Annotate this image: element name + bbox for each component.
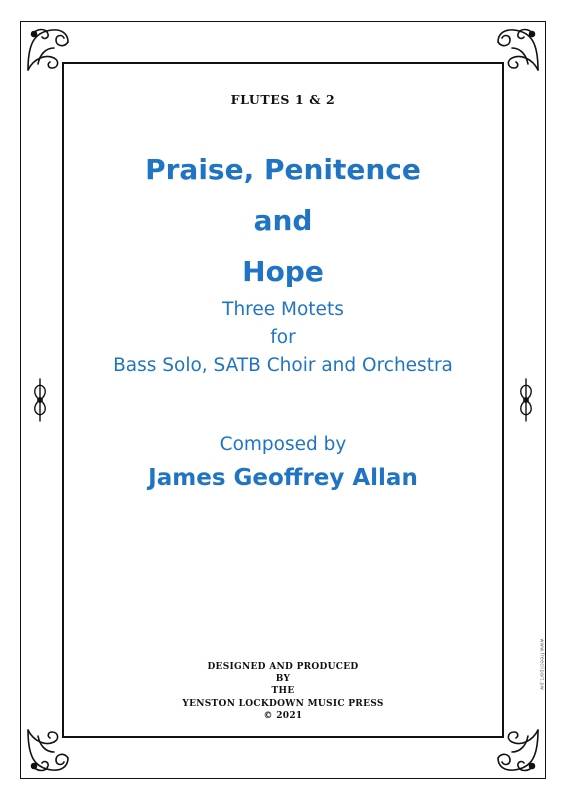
- instrument-part: FLUTES 1 & 2: [230, 92, 336, 107]
- subtitle-line: Three Motets: [222, 299, 344, 320]
- corner-ornament-bottom-right: [492, 726, 542, 776]
- subtitle-line: Bass Solo, SATB Choir and Orchestra: [113, 355, 453, 376]
- corner-ornament-top-right: [492, 24, 542, 74]
- credit-line: © 2021: [263, 710, 303, 721]
- work-title: [62, 144, 504, 297]
- edge-ornament-left: [31, 377, 49, 423]
- subtitle-line: for: [270, 327, 296, 348]
- composer-name: James Geoffrey Allan: [148, 465, 418, 491]
- edge-ornament-right: [517, 377, 535, 423]
- credit-line: BY: [275, 674, 291, 685]
- credit-line: DESIGNED AND PRODUCED: [207, 662, 359, 672]
- corner-ornament-bottom-left: [24, 726, 74, 776]
- credit-line: YENSTON LOCKDOWN MUSIC PRESS: [182, 698, 384, 709]
- work-subtitle: [62, 296, 504, 380]
- clipart-credit: www.freeclipart.pw: [538, 638, 544, 690]
- title-line: and: [253, 204, 313, 237]
- title-line: Hope: [242, 255, 324, 288]
- credit-line: THE: [271, 686, 295, 697]
- composed-by-label: Composed by: [219, 434, 347, 455]
- corner-ornament-top-left: [24, 24, 74, 74]
- title-line: Praise, Penitence: [145, 153, 421, 186]
- publisher-credits: [62, 661, 504, 722]
